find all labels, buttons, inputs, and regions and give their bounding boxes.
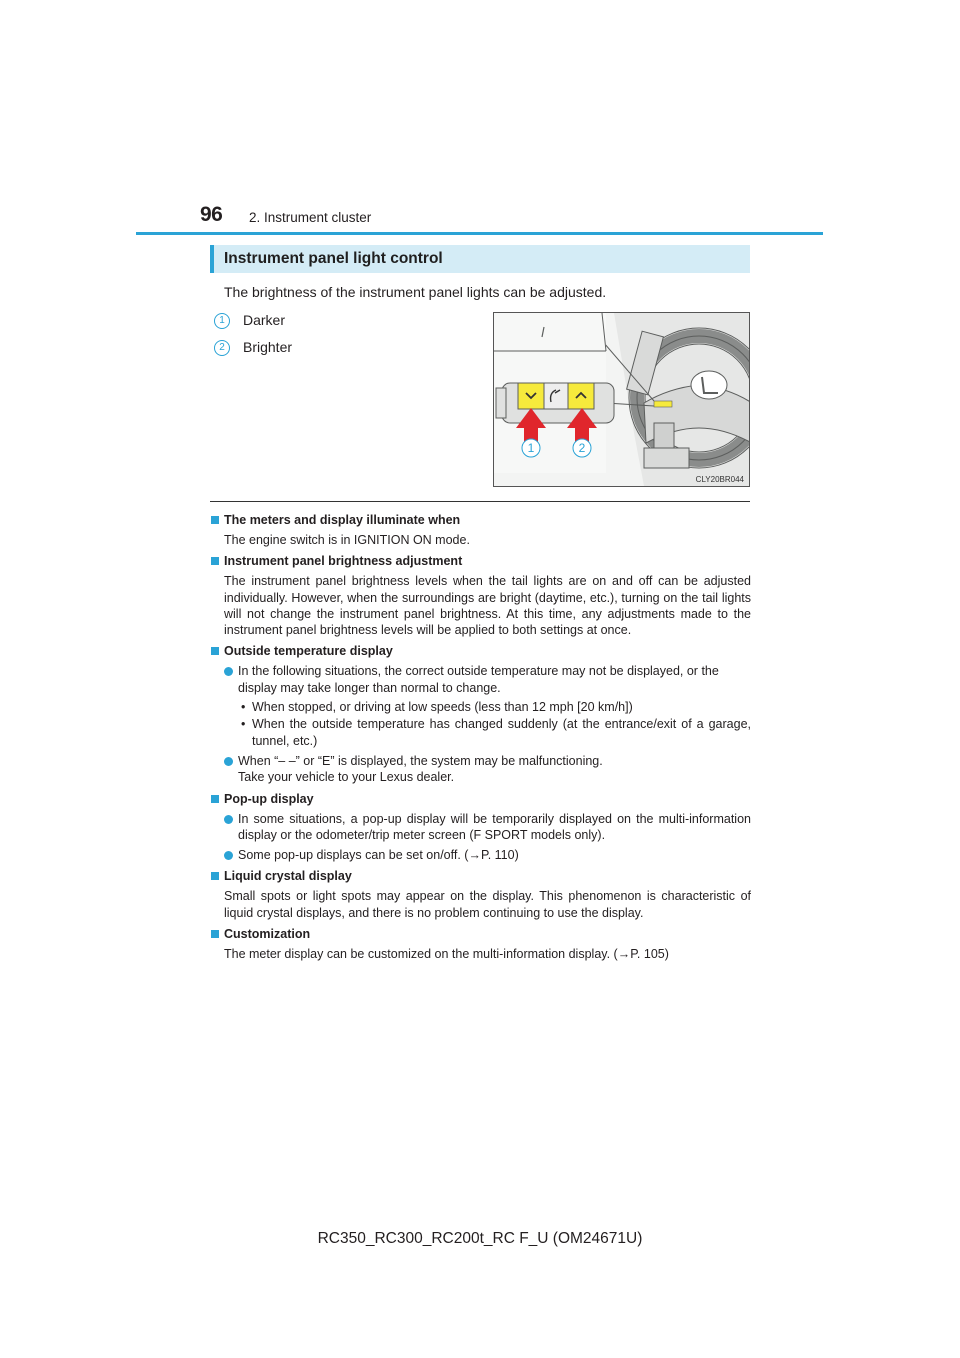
note-bullet: When “– –” or “E” is displayed, the system may be malfunctioning. Take your vehicle to your Lexus dealer. bbox=[211, 753, 751, 786]
section-title: Instrument panel light control bbox=[224, 250, 443, 267]
square-bullet-icon bbox=[211, 872, 219, 880]
figure-code: CLY20BR044 bbox=[695, 475, 744, 484]
callout-1: 1 bbox=[527, 441, 535, 455]
circle-bullet-icon bbox=[224, 757, 233, 766]
callout-2: 2 bbox=[578, 441, 586, 455]
notes bbox=[211, 512, 751, 962]
circle-bullet-icon bbox=[224, 667, 233, 676]
brighter-button bbox=[568, 383, 594, 409]
note-heading: Customization bbox=[211, 926, 751, 942]
section-rule bbox=[210, 501, 750, 502]
sub-bullet-marker: • bbox=[241, 717, 246, 732]
note-heading: The meters and display illuminate when bbox=[211, 512, 751, 528]
note-bullet: In the following situations, the correct outside temperature may not be displayed, or the display may take longer than normal to change. bbox=[211, 663, 751, 696]
square-bullet-icon bbox=[211, 795, 219, 803]
footer-model-code: RC350_RC300_RC200t_RC F_U (OM24671U) bbox=[317, 1230, 643, 1247]
square-bullet-icon bbox=[211, 557, 219, 565]
note-text: Small spots or light spots may appear on the display. This phenomenon is characteristic of liquid crystal displays, and there is no problem continuing to use the display. bbox=[224, 889, 751, 920]
note-heading: Pop-up display bbox=[211, 791, 751, 807]
note-text: The instrument panel brightness levels when the tail lights are on and off can be adjusted individually. However, when the surroundings are bright (daytime, etc.), turning on the tail lights will not change the instrument panel brightness. At this time, any adjustments made to the instrument panel brightness levels will be applied to both settings at once. bbox=[224, 574, 751, 638]
illustration-panel-buttons bbox=[493, 312, 750, 487]
page-number: 96 bbox=[200, 203, 223, 226]
note-text: The engine switch is in IGNITION ON mode. bbox=[224, 533, 470, 547]
item-label: Brighter bbox=[243, 339, 293, 355]
circle-bullet-icon bbox=[224, 851, 233, 860]
section-intro: The brightness of the instrument panel lights can be adjusted. bbox=[224, 284, 607, 300]
header-rule bbox=[136, 232, 823, 235]
note-heading: Liquid crystal display bbox=[211, 868, 751, 884]
illumination-button bbox=[544, 383, 568, 409]
item-number: 2 bbox=[214, 340, 230, 356]
square-bullet-icon bbox=[211, 647, 219, 655]
sub-bullet-marker: • bbox=[241, 700, 246, 715]
note-bullet: In some situations, a pop-up display will be temporarily displayed on the multi-information display or the odometer/trip meter screen (F SPORT models only). bbox=[211, 811, 751, 844]
circle-bullet-icon bbox=[224, 815, 233, 824]
note-heading: Instrument panel brightness adjustment bbox=[211, 553, 751, 569]
note-bullet: Some pop-up displays can be set on/off. (→P. 110) bbox=[211, 847, 751, 863]
darker-button bbox=[518, 383, 544, 409]
section-title-bar bbox=[210, 245, 750, 273]
item-label: Darker bbox=[243, 312, 286, 328]
note-sub-bullet: • When the outside temperature has changed suddenly (at the entrance/exit of a garage, tunnel, etc.) bbox=[241, 717, 751, 748]
square-bullet-icon bbox=[211, 516, 219, 524]
note-text: The meter display can be customized on the multi-information display. (→P. 105) bbox=[224, 947, 669, 962]
item-number: 1 bbox=[214, 313, 230, 329]
note-heading: Outside temperature display bbox=[211, 643, 751, 659]
chapter-title: 2. Instrument cluster bbox=[249, 210, 372, 225]
square-bullet-icon bbox=[211, 930, 219, 938]
note-sub-bullet: • When stopped, or driving at low speeds (less than 12 mph [20 km/h]) bbox=[241, 700, 633, 715]
